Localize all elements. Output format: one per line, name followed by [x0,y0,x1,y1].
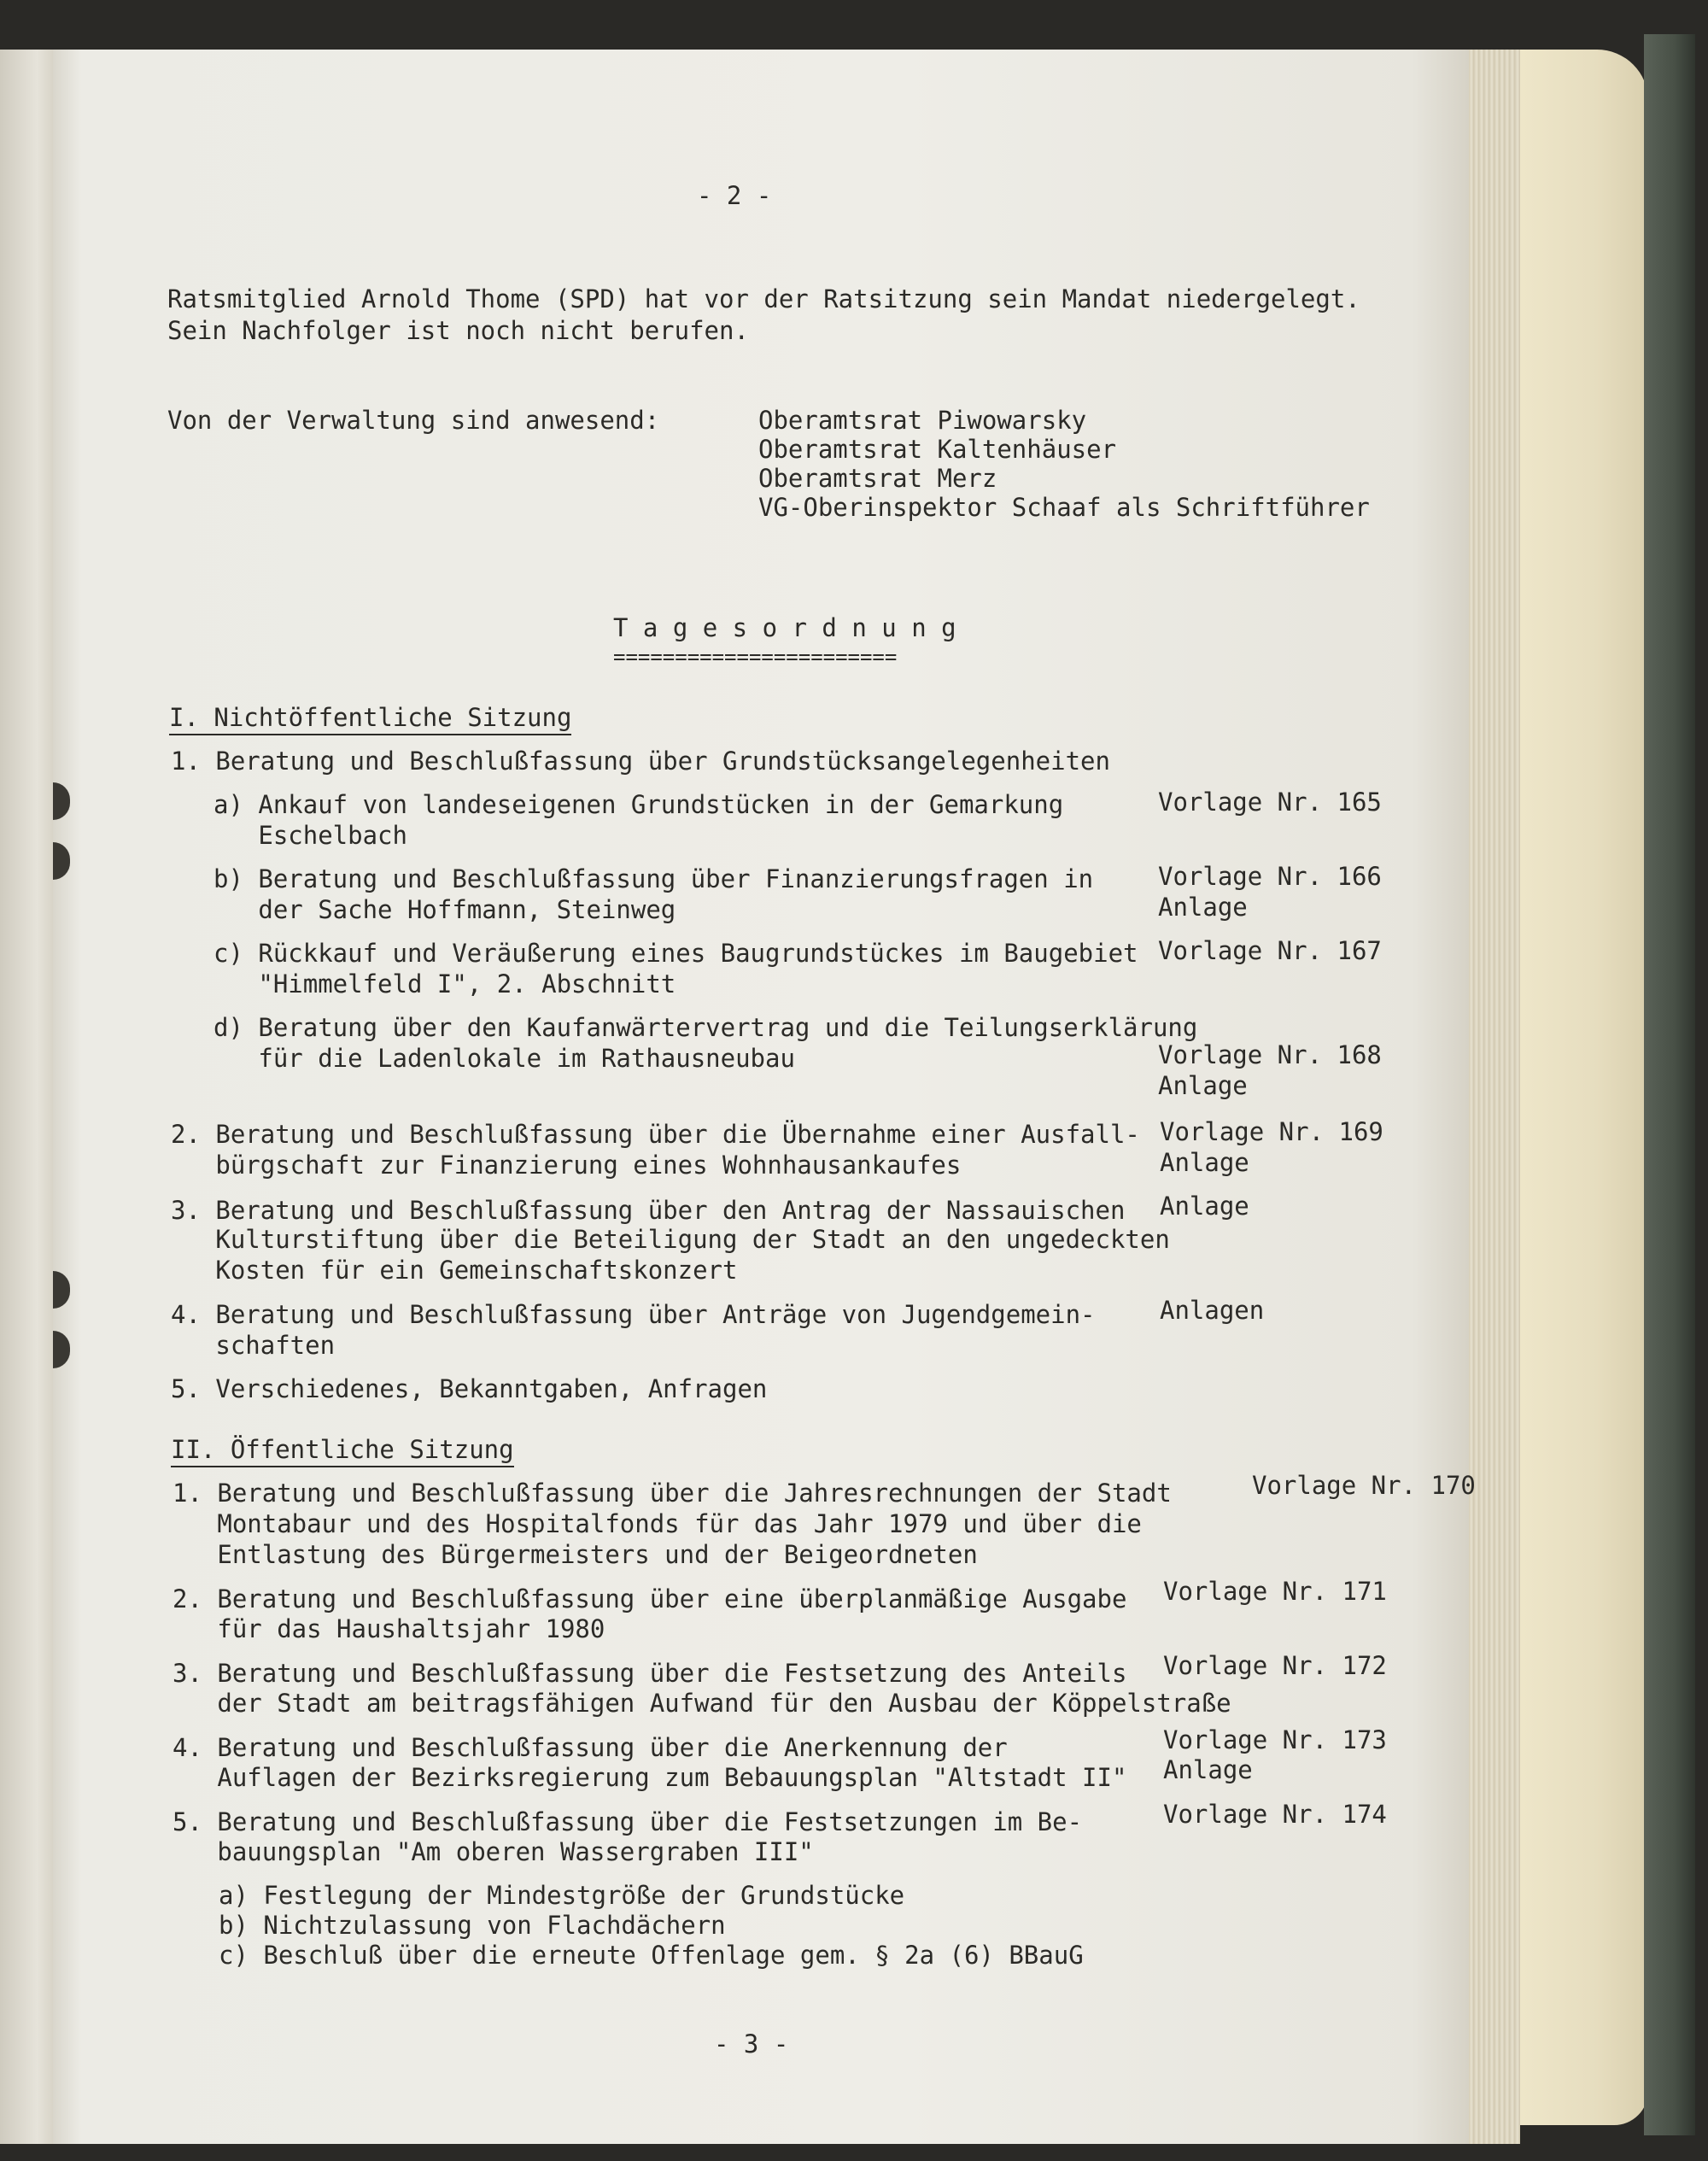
agenda-item: 4. Beratung und Beschlußfassung über Anträge von Jugendgemein- [171,1300,1096,1329]
vorlage-ref: Vorlage Nr. 169 [1160,1117,1383,1146]
anlage-ref: Anlage [1160,1148,1249,1177]
anlage-ref: Anlage [1163,1755,1253,1784]
binder-cover [1644,34,1695,2135]
agenda-subitem: der Sache Hoffmann, Steinweg [214,895,676,924]
agenda-item: bürgschaft zur Finanzierung eines Wohnhausankaufes [171,1151,962,1180]
agenda-subitem: "Himmelfeld I", 2. Abschnitt [214,969,676,999]
vorlage-ref: Vorlage Nr. 173 [1163,1725,1387,1754]
anlage-ref: Anlagen [1160,1296,1265,1325]
intro-line: Ratsmitglied Arnold Thome (SPD) hat vor der Ratsitzung sein Mandat niedergelegt. [167,284,1360,313]
attendee-name: VG-Oberinspektor Schaaf als Schriftführer [758,493,1370,522]
agenda-item: Entlastung des Bürgermeisters und der Beigeordneten [173,1540,978,1569]
anlage-ref: Anlage [1158,893,1248,922]
punch-hole [53,782,70,820]
agenda-item: 1. Beratung und Beschlußfassung über Grundstücksangelegenheiten [171,747,1110,776]
agenda-item: schaften [171,1331,336,1360]
vorlage-ref: Vorlage Nr. 165 [1158,788,1382,817]
agenda-item: Kulturstiftung über die Beteiligung der Stadt an den ungedeckten [171,1225,1170,1254]
vorlage-ref: Vorlage Nr. 172 [1163,1651,1387,1680]
agenda-subitem: b) Nichtzulassung von Flachdächern [219,1911,726,1940]
agenda-title-underline: ======================= [613,645,898,669]
agenda-subitem: a) Ankauf von landeseigenen Grundstücken in der Gemarkung [214,790,1064,819]
attendee-name: Oberamtsrat Piwowarsky [758,406,1087,435]
vorlage-ref: Vorlage Nr. 174 [1163,1800,1387,1829]
agenda-subitem: a) Festlegung der Mindestgröße der Grundstücke [219,1881,905,1910]
agenda-item: 2. Beratung und Beschlußfassung über die Übernahme einer Ausfall- [171,1120,1140,1149]
agenda-item: 2. Beratung und Beschlußfassung über eine überplanmäßige Ausgabe [173,1584,1127,1613]
page-number: - 2 - [697,181,772,210]
attendee-name: Oberamtsrat Kaltenhäuser [758,435,1117,464]
vorlage-ref: Vorlage Nr. 170 [1252,1471,1476,1500]
left-page-edge [0,50,53,2144]
agenda-subitem: b) Beratung und Beschlußfassung über Finanzierungsfragen in [214,864,1094,893]
agenda-item: 1. Beratung und Beschlußfassung über die Jahresrechnungen der Stadt [173,1479,1172,1508]
agenda-item: der Stadt am beitragsfähigen Aufwand für den Ausbau der Köppelstraße [173,1689,1231,1718]
agenda-item: Kosten für ein Gemeinschaftskonzert [171,1256,738,1285]
attendees-label: Von der Verwaltung sind anwesend: [167,406,660,435]
vorlage-ref: Vorlage Nr. 171 [1163,1577,1387,1606]
intro-line: Sein Nachfolger ist noch nicht berufen. [167,316,749,345]
agenda-subitem: c) Rückkauf und Veräußerung eines Baugrundstückes im Baugebiet [214,939,1138,968]
next-page-number: - 3 - [714,2029,789,2059]
anlage-ref: Anlage [1158,1071,1248,1100]
punch-hole [53,842,70,880]
vorlage-ref: Vorlage Nr. 168 [1158,1040,1382,1069]
section-heading: I. Nichtöffentliche Sitzung [169,703,571,735]
agenda-item: 5. Verschiedenes, Bekanntgaben, Anfragen [171,1374,768,1403]
agenda-subitem: Eschelbach [214,821,407,850]
agenda-item: bauungsplan "Am oberen Wassergraben III" [173,1837,814,1866]
section-heading: II. Öffentliche Sitzung [171,1435,514,1467]
punch-hole [53,1331,70,1368]
agenda-item: 3. Beratung und Beschlußfassung über den Antrag der Nassauischen [171,1196,1126,1225]
agenda-title: T a g e s o r d n u n g [613,613,956,642]
agenda-item: 3. Beratung und Beschlußfassung über die Festsetzung des Anteils [173,1659,1127,1688]
vorlage-ref: Vorlage Nr. 167 [1158,936,1382,965]
attendee-name: Oberamtsrat Merz [758,464,997,493]
anlage-ref: Anlage [1160,1192,1249,1221]
punch-hole [53,1271,70,1309]
agenda-item: für das Haushaltsjahr 1980 [173,1614,605,1643]
agenda-subitem: für die Ladenlokale im Rathausneubau [214,1044,795,1073]
vorlage-ref: Vorlage Nr. 166 [1158,862,1382,891]
agenda-item: Auflagen der Bezirksregierung zum Bebauungsplan "Altstadt II" [173,1763,1127,1792]
agenda-subitem: c) Beschluß über die erneute Offenlage gem. § 2a (6) BBauG [219,1941,1084,1970]
index-tab-strip [1520,50,1648,2125]
agenda-item: 5. Beratung und Beschlußfassung über die Festsetzungen im Be- [173,1807,1083,1836]
agenda-subitem: d) Beratung über den Kaufanwärtervertrag und die Teilungserklärung [214,1013,1198,1042]
agenda-item: Montabaur und des Hospitalfonds für das Jahr 1979 und über die [173,1509,1142,1538]
page-stack-edge [1469,50,1520,2144]
agenda-item: 4. Beratung und Beschlußfassung über die Anerkennung der [173,1733,1008,1762]
